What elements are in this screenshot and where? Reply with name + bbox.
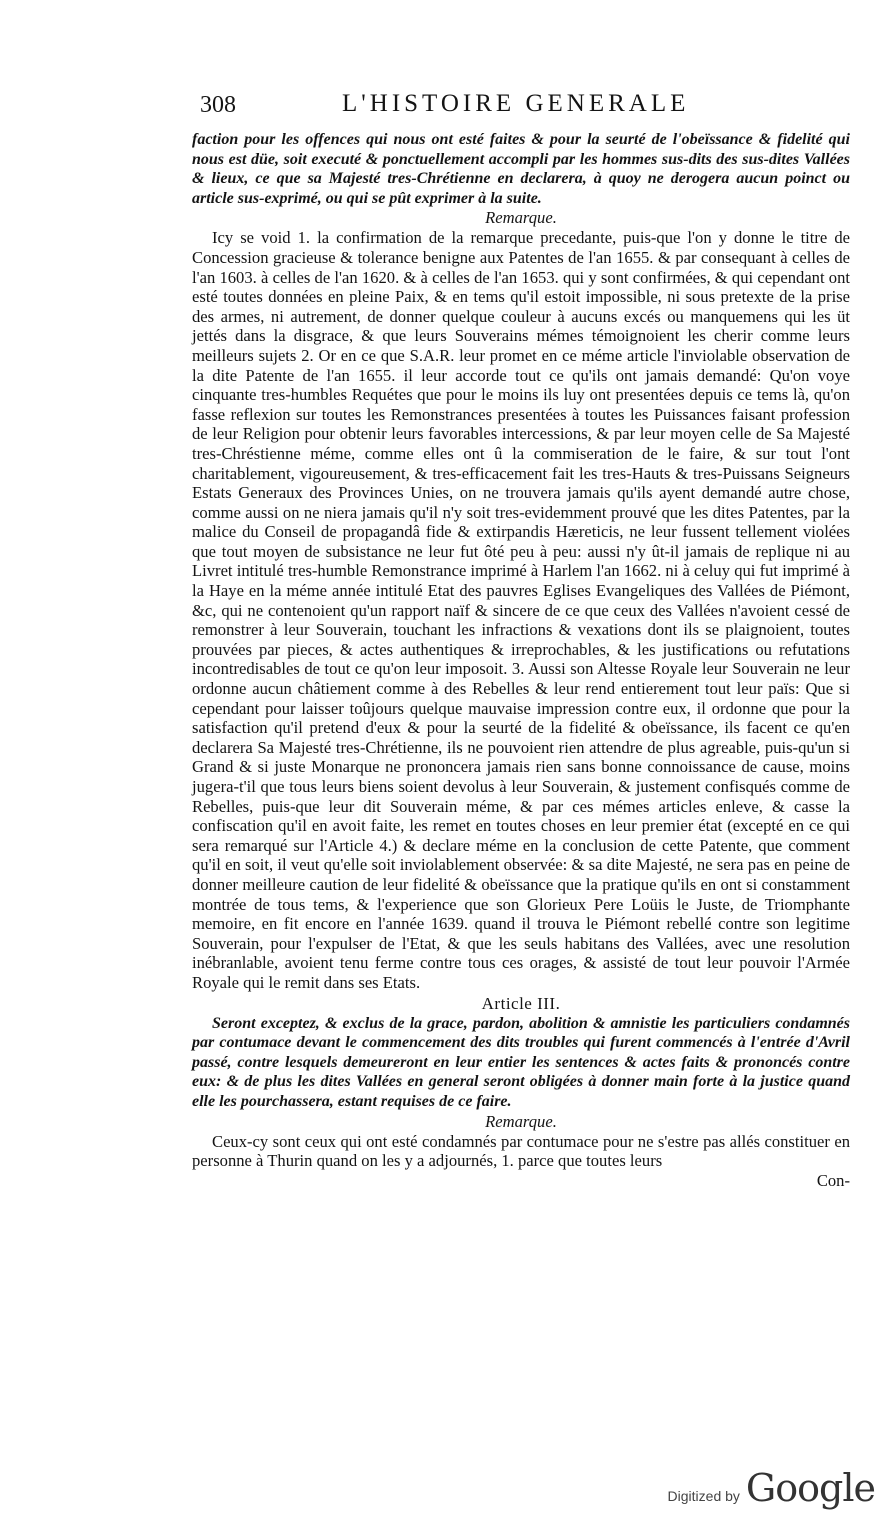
running-title: L'HISTOIRE GENERALE [342,90,690,117]
digitization-watermark [668,1466,875,1510]
opening-paragraph: faction pour les offences qui nous ont esté faites & pour la seurté de l'obeïssance & fidelité qui nous est düe, soit executé & ponctuellement accompli par les hommes sus-dits des sus-dites Vallées & lieux, ce que sa Majesté tres-Chrétienne en declarera, à quoy ne derogera aucun poinct ou article sus-exprimé, ou qui se pût exprimer à la suite. [192,131,850,207]
remarque-paragraph-2: Ceux-cy sont ceux qui ont esté condamnés par contumace pour ne s'estre pas allés constituer en personne à Thurin quand on les y a adjournés, 1. parce que toutes leurs [192,1131,850,1171]
watermark-prefix: Digitized by [667,1488,740,1504]
page-number: 308 [200,92,236,118]
page-header [192,92,850,130]
remarque-paragraph: Icy se void 1. la confirmation de la remarque precedante, puis-que l'on y donne le titre de Concession gracieuse & tolerance benigne aux Patentes de l'an 1655. & par consequant à celles de l'an 1603. à celles de l'an 1620. & à celles de l'an 1653. qui y sont confirmées, & qui cependant ont esté toutes données en pleine Paix, & en tems qu'il estoit impossible, ni sous pretexte de la prise des armes, ni autrement, de donner quelque couleur à aucuns excés ou manquemens qui les üt jettés dans la disgrace, & que leurs Souverains mémes témoignoient les cherir comme leurs meilleurs sujets 2. Or en ce que S.A.R. leur promet en ce méme article l'inviolable observation de la dite Patente de l'an 1655. il leur accorde tout ce qu'ils ont jamais demandé: Qu'on voye cinquante tres-humbles Requétes que pour le moins ils luy ont presentées depuis ce tems là, qu'on fasse reflexion sur toutes les Remonstrances presentées à toutes les Puissances faisant profession de leur Religion pour obtenir leurs favorables intercessions, & par leur moyen celle de Sa Majesté tres-Chréstienne méme, comme elles ont û la commiseration de le faire, & sur tout l'ont charitablement, vigoureusement, & tres-efficacement fait les tres-Hauts & tres-Puissans Seigneurs Estats Generaux des Provinces Unies, on ne trouvera jamais qu'ils ayent demandé autre chose, comme aussi on ne niera jamais qu'il n'y soit tres-evidemment prouvé que les dites Patentes, par la malice du Conseil de propagandâ fide & extirpandis Hæreticis, ne leur fussent tellement violées que tout moyen de subsistance ne leur fut ôté peu à peu: aussi n'y ût-il jamais de replique ni au Livret intitulé tres-humble Remonstrance imprimé à Harlem l'an 1662. ni à celuy qui fut imprimé à la Haye en la méme année intitulé Etat des pauvres Eglises Evangeliques des Vallées de Piémont, &c, qui ne contenoient qu'un rapport naïf & sincere de ce que ceux des Vallées n'avoient cessé de remonstrer à leur Souverain, touchant les infractions & vexations dont ils se plaignoient, toutes prouvées par pieces, & actes authentiques & irreprochables, & les justifications ou refutations incontredisables de tout ce qu'on leur imposoit. 3. Aussi son Altesse Royale leur Souverain ne leur ordonne aucun châtiement comme à des Rebelles & leur rend entierement tout leur païs: Que si cependant pour laisser toûjours quelque mauvaise impression contre eux, il ordonne que pour la satisfaction qu'il pretend d'eux & pour la seurté de la fidelité & obeïssance, ils facent ce qu'en declarera Sa Majesté tres-Chrétienne, ils ne pouvoient rien attendre de plus agreable, puis-qu'un si Grand & si juste Monarque ne prononcera jamais rien sans bonne connoissance de cause, moins jugera-t'il que tous leurs biens soient devolus à leur Souverain, & justement confisqués comme de Rebelles, puis-que leur dit Souverain méme, & par ces mémes articles enleve, & casse la confiscation qu'il en avoit faite, les remet en toutes choses en leur premier état (excepté en ce qui sera remarqué sur l'Article 4.) & declare méme en la conclusion de cette Patente, que comment qu'il en soit, il veut qu'elle soit inviolablement observée: & sa dite Majesté, ne sera pas en peine de donner meilleure caution de leur fidelité & obeïssance que la pratique qu'ils en ont si constamment montrée de tous tems, & l'experience que son Glorieux Pere Loüis le Juste, de Triomphante memoire, en fit encore en l'année 1639. quand il trouva le Piémont rebellé contre son legitime Souverain, pour l'expulser de l'Etat, & que les seuls habitans des Vallées, avec une resolution inébranlable, avoient tenu ferme contre tous ces orages, & assisté de tout leur pouvoir l'Armée Royale qui le remit dans ses Etats. [192,228,850,992]
catchword: Con- [816,1170,850,1190]
watermark-brand: Google [745,1466,875,1510]
article-heading: Article III. [481,993,561,1013]
book-page [192,92,850,1190]
remarque-heading-2: Remarque. [485,1111,557,1131]
article-paragraph: Seront exceptez, & exclus de la grace, pardon, abolition & amnistie les particuliers condamnés par contumace devant le commencement des dits troubles qui furent commencés à l'entrée d'Avril passé, contre lesquels demeureront en leur entier les sentences & actes faits & prononcés contre eux: & de plus les dites Vallées en general seront obligées à donner main forte à la justice quand elle les pourchassera, estant requises de ce faire. [192,1014,850,1110]
remarque-heading: Remarque. [485,208,557,228]
